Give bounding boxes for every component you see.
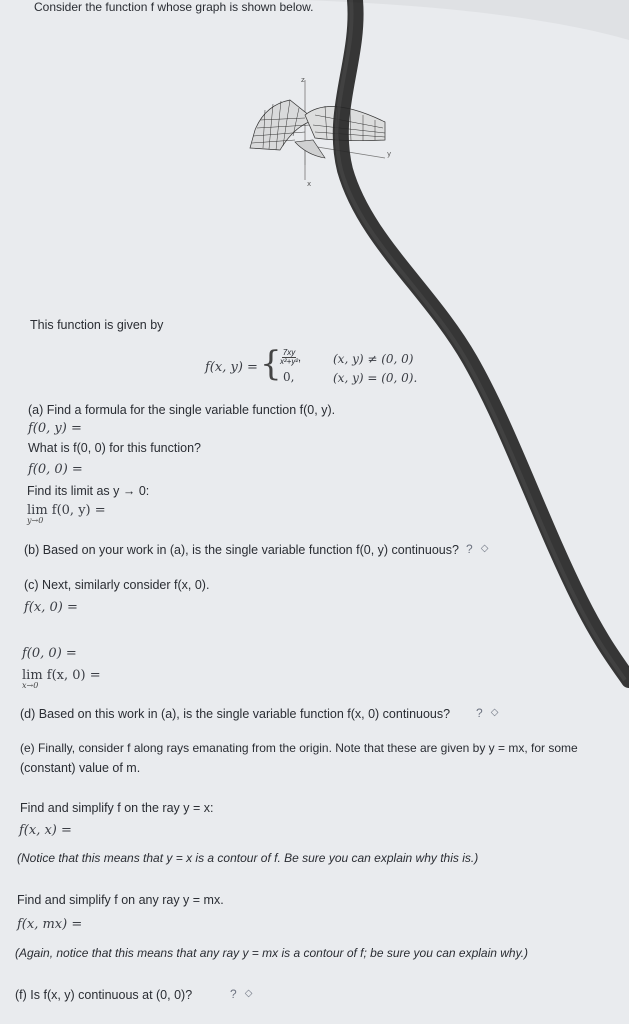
def-numerator: 7xy <box>282 348 296 357</box>
part-e-ray2: Find and simplify f on any ray y = mx. <box>17 893 224 907</box>
part-b-select-value: ? <box>466 542 473 556</box>
part-e-prompt-line2: (constant) value of m. <box>20 761 141 775</box>
def-lhs: f(x, y) = <box>205 360 258 375</box>
answer-c-f00-input[interactable] <box>93 644 213 662</box>
y-axis-label: y <box>387 150 392 158</box>
answer-fxmx-input[interactable] <box>98 915 218 933</box>
answer-c-f00-label: f(0, 0) = <box>22 646 77 661</box>
part-e-ray1: Find and simplify f on the ray y = x: <box>20 801 214 815</box>
answer-fxx-input[interactable] <box>88 821 208 839</box>
answer-fx0-label: f(x, 0) = <box>24 600 78 615</box>
part-f-select-value: ? <box>230 987 237 1001</box>
part-d-select-value: ? <box>476 706 483 720</box>
surface-graph <box>235 70 400 190</box>
answer-lim-fx0-input[interactable] <box>108 666 228 684</box>
chevron-updown-icon: ◇ <box>244 988 253 999</box>
part-d-select[interactable] <box>476 706 498 720</box>
part-f-prompt: (f) Is f(x, y) continuous at (0, 0)? <box>15 988 193 1002</box>
answer-lim-f0y-label <box>27 503 106 525</box>
part-a-limit-question: Find its limit as y → 0: <box>27 484 150 498</box>
def-fraction: $\frac{7xy}{\text{x²+y²}}$, <box>280 348 302 366</box>
part-a-prompt: (a) Find a formula for the single variable function f(0, y). <box>28 403 336 417</box>
lim-fx0-subscript: x→0 <box>22 681 39 690</box>
part-b-prompt: (b) Based on your work in (a), is the single variable function f(0, y) continuous? <box>24 543 459 557</box>
def-piece2-value: 0, <box>283 370 295 384</box>
answer-f00-label: f(0, 0) = <box>28 462 83 477</box>
lim-f0y-subscript: y→0 <box>27 516 44 525</box>
given-text: This function is given by <box>30 318 164 332</box>
intro-text: Consider the function f whose graph is shown below. <box>34 0 314 14</box>
def-cond2: (x, y) = (0, 0). <box>333 371 418 385</box>
answer-fxx-label: f(x, x) = <box>19 823 72 838</box>
lim-fx0-text: lim f(x, 0) = <box>22 668 101 683</box>
answer-f00-input[interactable] <box>95 460 215 478</box>
z-axis-label: z <box>301 76 305 84</box>
part-c-prompt: (c) Next, similarly consider f(x, 0). <box>24 578 210 592</box>
answer-f0y-label: f(0, y) = <box>28 421 82 436</box>
part-b-select[interactable] <box>466 542 488 556</box>
part-a-what: What is f(0, 0) for this function? <box>28 441 201 455</box>
part-d-prompt: (d) Based on this work in (a), is the single variable function f(x, 0) continuous? <box>20 707 451 721</box>
chevron-updown-icon: ◇ <box>490 707 499 718</box>
part-f-select[interactable] <box>230 987 252 1001</box>
part-e-prompt-line1: (e) Finally, consider f along rays emanating from the origin. Note that these are given by y = mx, for some <box>20 741 578 755</box>
answer-lim-f0y-input[interactable] <box>112 501 232 519</box>
def-denominator: x²+y² <box>280 357 298 366</box>
part-e-notice1: (Notice that this means that y = x is a contour of f. Be sure you can explain why this is.) <box>17 851 479 865</box>
answer-f0y-input[interactable] <box>95 419 215 437</box>
answer-fxmx-label: f(x, mx) = <box>17 917 83 932</box>
lim-f0y-text: lim f(0, y) = <box>27 503 106 518</box>
answer-fx0-input[interactable] <box>93 598 213 616</box>
def-cond1: (x, y) ≠ (0, 0) <box>333 352 414 366</box>
chevron-updown-icon: ◇ <box>480 543 489 554</box>
answer-lim-fx0-label <box>22 668 101 690</box>
part-e-notice2: (Again, notice that this means that any ray y = mx is a contour of f; be sure you can explain why.) <box>15 946 529 960</box>
x-axis-label: x <box>307 180 312 188</box>
def-brace: { <box>260 344 282 384</box>
